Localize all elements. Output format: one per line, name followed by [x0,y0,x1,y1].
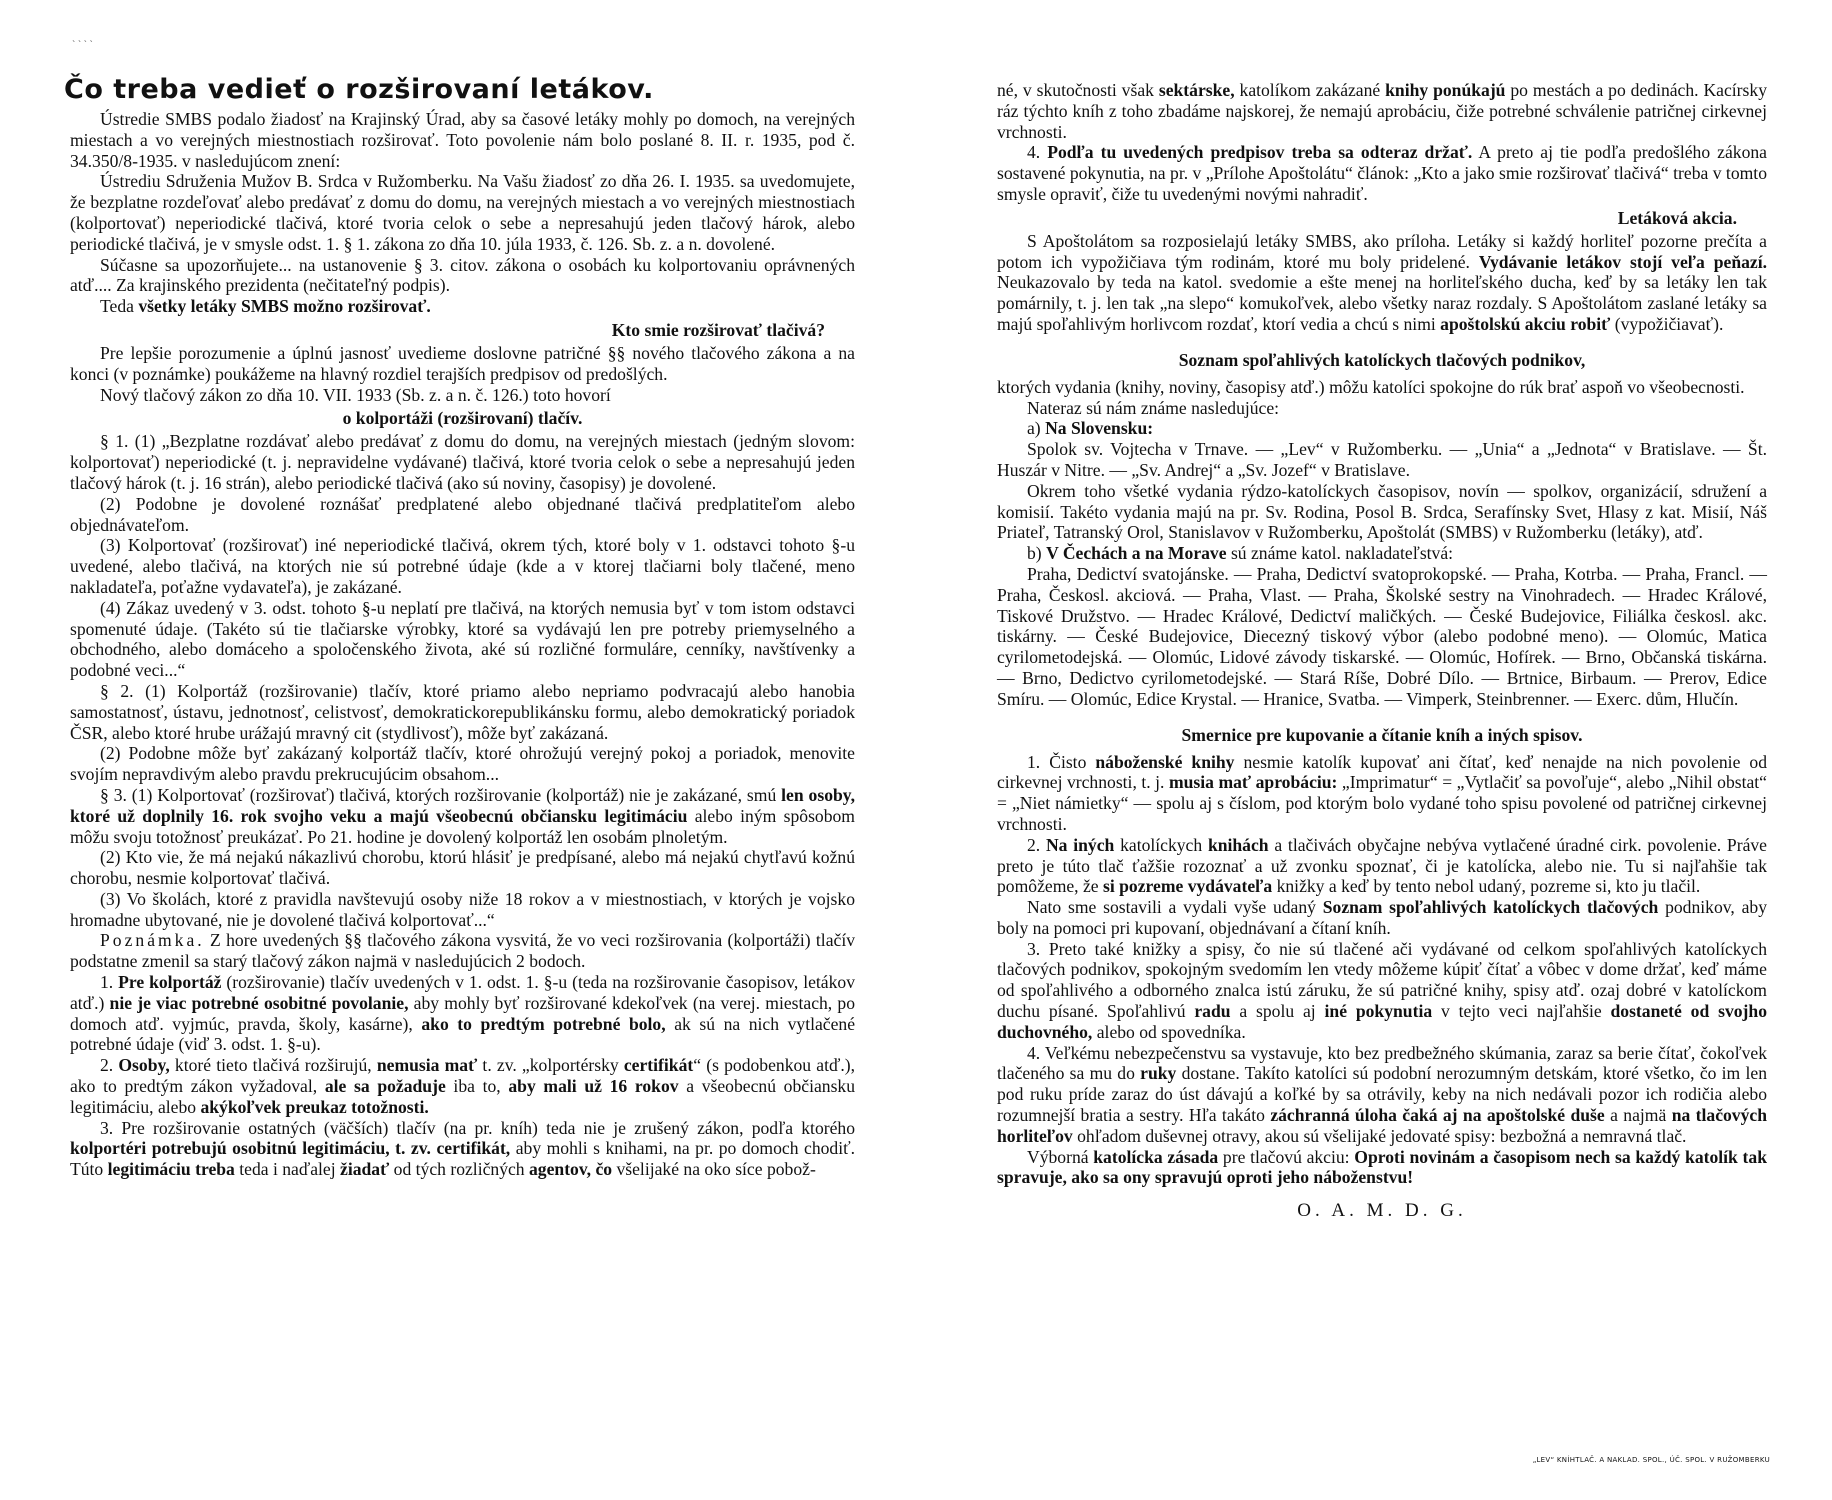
heading-guidelines: Smernice pre kupovanie a čítanie kníh a iných spisov. [1181,724,1583,745]
article-title: Čo treba vedieť o rozširovaní letákov. [64,74,654,105]
section-3-2: (2) Kto vie, že má nejakú nákazlivú chorobu, ktorú hlásiť je predpísané, alebo má nejakú chytľavú kožnú chorobu, nesmie kolportovať tlačivá. [70,847,855,889]
section-2-1: § 2. (1) Kolportáž (rozširovanie) tlačív, ktoré priamo alebo nepriamo podvracajú alebo hanobia samostatnosť, ústavu, jednotnosť, celistvosť, demokratickorepublikánsku formu, alebo demokratický poriadok ČSR, alebo ktoré hrube urážajú mravný cit (stydlivosť), môže byť zakázaná. [70,680,855,743]
heading-who-may-distribute: Kto smie rozširovať tlačivá? [611,319,825,340]
guideline-1: 1. Čisto náboženské knihy nesmie katolík kupovať ani čítať, keď nenajde na nich povolenie od cirkevnej vrchnosti, t. j. musia mať aprobáciu: „Imprimatur“ = „Vytlačiť sa povoľuje“, alebo „Nihil obstat“ = „Niet námietky“ — spolu aj s číslom, pod ktorým bolo vydané toho spisu povolené od patričnej cirkevnej vrchnosti. [997,751,1767,834]
section-3-1: § 3. (1) Kolportovať (rozširovať) tlačivá, ktorých rozširovanie (kolportáž) nie je zakázané, smú len osoby, ktoré už doplnily 16. rok svojho veku a majú všeobecnú občiansku legitimáciu alebo iným spôsobom môžu svoju totožnosť preukázať. Po 21. hodine je dovolený kolportáž len osobám plnoletým. [70,784,855,847]
other-publications: Okrem toho všetké vydania rýdzo-katolíckych časopisov, novín — spolkov, organizácií, sdružení a komisií. Takéto vydania majú na pr. Sv. Rodina, Posol B. Srdca, Serafínsky Svet, Hlasy z kat. Misií, Náš Priateľ, Tatranský Orol, Stanislavov v Ružomberku, Apoštolát (SMBS) v Ružomberku (letáky), atď. [997,480,1767,543]
intro-paragraph: Ústredie SMBS podalo žiadosť na Krajinský Úrad, aby sa časové letáky mohly po domoch, na verejných miestach a vo verejných miestnostiach rozširovať. Toto povolenie nám bolo poslané 8. II. r. 1935, pod č. 34.350/8-1935. v nasledujúcom znení: [70,109,855,171]
guideline-4: 4. Veľkému nebezpečenstvu sa vystavuje, kto bez predbežného skúmania, zaraz sa berie čítať, čokoľvek tlačeného sa mu do ruky dostane. Takíto katolíci sú podobní nerozumným detskám, ktoré všetko, čo im len pod ruku príde zaraz do úst dávajú a koľké by sa otrávily, keby na nich nedávali pozor ich rodičia alebo rozumnejší bratia a sestry. Hľa takáto záchranná úloha čaká aj na apoštolské duše a najmä na tlačových horliteľov ohľadom duševnej otravy, akou sú všelijaké jedovaté spisy: bezbožná a nemravná tlač. [997,1042,1767,1146]
point-4: 4. Podľa tu uvedených predpisov treba sa odteraz držať. A preto aj tie podľa predošlého zákona sostavené pokynutia, na pr. v „Prílohe Apoštolátu“ článok: „Kto a jako smie rozširovať tlačivá“ treba v tomto smysle opraviť, čiže tu uvedenými novými nahradiť. [997,142,1767,204]
section-1-4: (4) Zákaz uvedený v 3. odst. tohoto §-u neplatí pre tlačivá, na ktorých nemusia byť v tom istom odstavci spomenuté údaje. (Takéto sú tie tlačiarske výrobky, ktoré sa vydávajú len pre potreby priemyselného a obchodného, alebo domáceho a spoločenského života, aké sú rozličné formuláre, cenníky, navštívenky a podobné veci...“ [70,597,855,681]
paragraph-new-law: Nový tlačový zákon zo dňa 10. VII. 1933 (Sb. z. a n. č. 126.) toto hovorí [100,384,611,405]
page-gutter [904,0,964,1500]
permit-paragraph: Ústrediu Sdruženia Mužov B. Srdca v Ružomberku. Na Vašu žiadosť zo dňa 26. I. 1935. sa uvedomujete, že bezplatne rozdeľovať alebo predávať z domu do domu, na verejných miestach a vo verejných miestnostiach (kolportovať) neperiodické tlačivá, ktoré tvoria celok o sebe a nepresahujú jeden tlačový hárok, alebo periodické tlačivá, je v smysle odst. 1. § 1. zákona zo dňa 10. júla 1933, č. 126. Sb. z. a n. dovolené. [70,171,855,254]
left-column [64,74,856,1180]
heading-leaflet-action: Letáková akcia. [1617,207,1737,228]
point-1: 1. Pre kolportáž (rozširovanie) tlačív uvedených v 1. odst. 1. §-u (teda na rozširovanie časopisov, letákov atď.) nie je viac potrebné osobitné povolanie, aby mohly byť rozširované kdekoľvek (na verej. miestach, po domoch atď. vyjmúc, pravda, školy, kasárne), ako to predtým potrebné bolo, ak sú na nich vytlačené potrebné údaje (viď 3. odst. 1. §-u). [70,972,856,1055]
compiled-list-paragraph: Nato sme sostavili a vydali vyše udaný Soznam spoľahlivých katolíckych tlačových podnikov, aby boly na pomoci pri kupovaní, objednávaní a čítaní kníh. [997,897,1767,938]
note-paragraph: Poznámka. Z hore uvedených §§ tlačového zákona vysvitá, že vo veci rozširovania (kolportáži) tlačív podstatne zmenil sa starý tlačový zákon najmä v nasledujúcich 2 bodoch. [70,930,855,972]
bohemia-moravia-label: b) V Čechách a na Morave sú známe katol. nakladateľstvá: [1027,543,1454,564]
section-2-2: (2) Podobne môže byť zakázaný kolportáž tlačív, ktoré ohrožujú verejný pokoj a poriadok, menovite svojím nepravdivým alebo pravdu prekrucujúcim obsahom... [70,743,855,785]
scan-artifact: ` ` ` ` [72,40,93,51]
section-1-2: (2) Podobne je dovolené roznášať predplatené alebo objednané tlačivá predplatiteľom alebo objednávateľom. [70,493,855,535]
leaflet-action-paragraph: S Apoštolátom sa rozposielajú letáky SMBS, ako príloha. Letáky si každý horliteľ pozorne prečíta a potom ich vypožičiava tým rodinám, ktoré mu boly pridelené. Vydávanie letákov stojí veľa peňazí. Neukazovalo by teda na katol. svedomie a ešte menej na horliteľského ducha, keď by sa letáky len tak pomárnily, t. j. len tak „na slepo“ komukoľvek, alebo všetky naraz rozdaly. S Apoštolátom zaslané letáky sa majú spoľahlivým horlivcom rozdať, ktorí vedia a chcú s nimi apoštolskú akciu robiť (vypožičiavať). [997,230,1767,334]
section-1-1: § 1. (1) „Bezplatne rozdávať alebo predávať z domu do domu, na verejných miestach (jedným slovom: kolportovať) neperiodické (t. j. nepravidelne vydávané) tlačivá, ktoré tvoria celok o sebe a nepresahujú jeden tlačový hárok (t. j. 16 strán), alebo periodické tlačivá (ako sú noviny, časopisy) je dovolené. [70,431,855,493]
section-1-3: (3) Kolportovať (rozširovať) iné neperiodické tlačivá, okrem tých, ktoré boly v 1. odstavci tohoto §-u uvedené, alebo tlačivá, na ktorých nie sú potrebné údaje (kde a v ktorej tlačiarni boly tlačené, meno nakladateľa, poťažne vydavateľa), je zakázané. [70,535,855,597]
paragraph-better-understanding: Pre lepšie porozumenie a úplnú jasnosť uvedieme doslovne patričné §§ nového tlačového zákona a na konci (v poznámke) poukážeme na hlavný rozdiel terajších predpisov od predošlých. [70,342,855,384]
right-column [997,80,1767,1222]
notice-paragraph: Súčasne sa upozorňujete... na ustanovenie § 3. citov. zákona o osobách ku kolportovaniu oprávnených atď.... Za krajinského prezidenta (nečitateľný podpis). [70,254,855,296]
bohemia-moravia-publishers: Praha, Dedictví svatojánske. — Praha, Dedictví svatoprokopské. — Praha, Kotrba. — Praha, Francl. — Praha, Českosl. akciová. — Praha, Vlast. — Praha, Školské sestry na Vinohradech. — Hradec Králové, Tiskové Družstvo. — Hradec Králové, Dedictví maličkých. — České Budejovice, Filiálka českosl. akc. tiskárny. — České Budejovice, Diecezný tiskový výbor (alebo podobné meno). — Olomúc, Matica cyrilometodejská. — Olomúc, Lidové závody tiskarské. — Olomúc, Hofírek. — Brno, Občanská tiskárna. — Brno, Dedictvo cyrilometodejské. — Stará Ríše, Dobré Dílo. — Brtnice, Birbaum. — Prerov, Edice Smíru. — Olomúc, Edice Krystal. — Hranice, Svatba. — Vimperk, Steinbrenner. — Exerc. dům, Hlučín. [997,563,1767,709]
guideline-2: 2. Na iných katolíckych knihách a tlačivách obyčajne nebýva vytlačené úradné cirk. povolenie. Práve preto je túto tlač ťažšie rozoznať a už zvonku spoznať, či je katolícka, alebo nie. Tu si najľahšie tak pomôžeme, že si pozreme vydávateľa knižky a keď by tento nebol udaný, pozreme si, kto ju tlačil. [997,834,1767,897]
continuation-paragraph: né, v skutočnosti však sektárske, katolíkom zakázané knihy ponúkajú po mestách a po dedinách. Kacírsky ráz týchto kníh z toho zbadáme najskorej, že nemajú aprobáciu, čiže potrebné schválenie patričnej cirkevnej vrchnosti. [997,80,1767,142]
guideline-3: 3. Preto také knižky a spisy, čo nie sú tlačené ači vydávané od celkom spoľahlivých katolíckych tlačových podnikov, spokojným svedomím len vtedy môžeme kúpiť čítať a vôbec v dome držať, keď máme od spoľahlivého a odborného znalca istú záruku, že sú patričné knihy, spisy atď. ozaj dobré v katolíckom duchu písané. Spoľahlivú radu a spolu aj iné pokynutia v tejto veci najľahšie dostaneté od svojho duchovného, alebo od spovedníka. [997,938,1767,1042]
point-2: 2. Osoby, ktoré tieto tlačivá rozširujú, nemusia mať t. zv. „kolportérsky certifikát“ (s podobenkou atď.), ako to predtým zákon vyžadoval, ale sa požaduje iba to, aby mali už 16 rokov a všeobecnú občiansku legitimáciu, alebo akýkoľvek preukaz totožnosti. [70,1055,856,1117]
conclusion-paragraph: Teda všetky letáky SMBS možno rozširovať. [100,296,431,317]
section-3-3: (3) Vo školách, ktoré z pravidla navštevujú osoby niže 18 rokov a v miestnostiach, v ktorých je vojsko hromadne ubytované, nie je dovolené tlačivá kolportovať...“ [70,888,855,930]
slovakia-label: a) Na Slovensku: [1027,418,1154,439]
final-principle: Výborná katolícka zásada pre tlačovú akciu: Oproti novinám a časopisom nech sa každý katolík tak spravuje, ako sa ony spravujú oproti jeho náboženstvu! [997,1146,1767,1188]
point-3: 3. Pre rozširovanie ostatných (väčších) tlačív (na pr. kníh) teda nie je zrušený zákon, podľa ktorého kolportéri potrebujú osobitnú legitimáciu, t. zv. certifikát, aby mohli s knihami, na pr. po domoch chodiť. Túto legitimáciu treba teda i naďalej žiadať od tých rozličných agentov, čo všelijaké na oko síce pobož- [70,1117,856,1180]
publisher-list-intro: ktorých vydania (knihy, noviny, časopisy atď.) môžu katolíci spokojne do rúk brať aspoň vo všeobecnosti. [997,376,1745,397]
heading-kolportaz: o kolportáži (rozširovaní) tlačív. [342,408,583,429]
slovakia-publishers: Spolok sv. Vojtecha v Trnave. — „Lev“ v Ružomberku. — „Unia“ a „Jednota“ v Bratislave. — Št. Huszár v Nitre. — „Sv. Andrej“ a „Sv. Jozef“ v Bratislave. [997,439,1767,480]
oamdg-closing: O. A. M. D. G. [1297,1200,1467,1222]
heading-publisher-list: Soznam spoľahlivých katolíckych tlačových podnikov, [1178,349,1586,370]
printer-imprint: „LEV“ KNÍHTLAČ. A NAKLAD. SPOL., ÚČ. SPOL. V RUŽOMBERKU [1532,1456,1770,1464]
currently-known: Nateraz sú nám známe nasledujúce: [1027,397,1280,418]
